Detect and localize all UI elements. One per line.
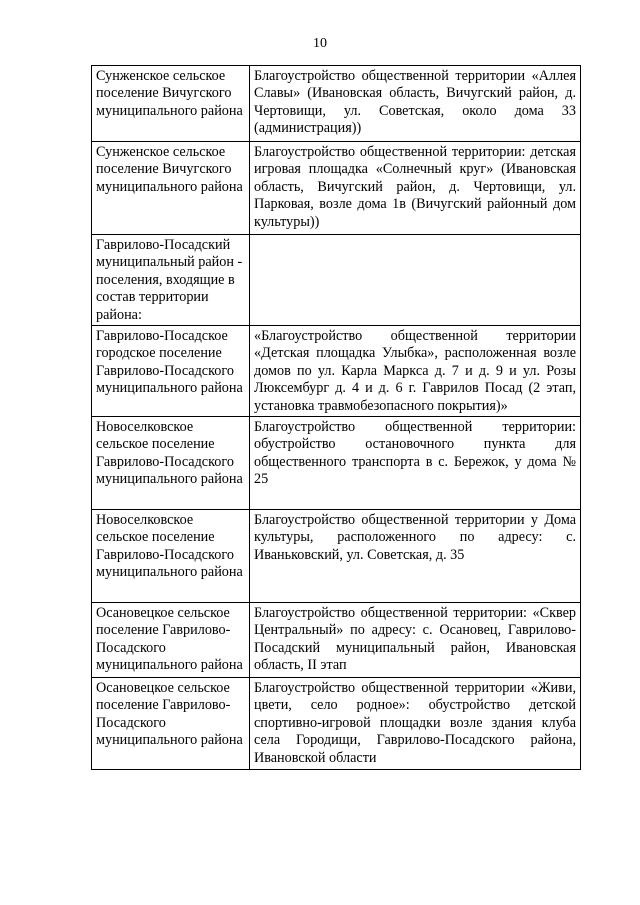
table-row	[92, 417, 581, 510]
settlement-cell: Новоселковское сельское поселение Гаврилово-Посадского муниципального района	[92, 417, 250, 510]
projects-table	[91, 65, 581, 770]
settlement-cell: Гаврилово-Посадское городское поселение Гаврилово-Посадского муниципального района	[92, 326, 250, 417]
settlement-cell: Осановецкое сельское поселение Гаврилово-Посадского муниципального района	[92, 603, 250, 678]
project-description-cell: Благоустройство общественной территории «Аллея Славы» (Ивановская область, Вичугский район, д. Чертовищи, ул. Советская, около дома 33 (администрация))	[250, 66, 581, 142]
table-row	[92, 510, 581, 603]
project-description-cell: Благоустройство общественной территории «Живи, цвети, село родное»: обустройство детской спортивно-игровой площадки возле здания клуба села Городищи, Гаврилово-Посадского района, Ивановской области	[250, 678, 581, 770]
table-row	[92, 678, 581, 770]
project-description-cell: Благоустройство общественной территории: обустройство остановочного пункта для общественного транспорта в с. Бережок, у дома № 25	[250, 417, 581, 510]
table-row	[92, 603, 581, 678]
page-number: 10	[313, 36, 327, 51]
project-description-cell	[250, 235, 581, 326]
district-heading-cell: Гаврилово-Посадский муниципальный район - поселения, входящие в состав территории района:	[92, 235, 250, 326]
table-row	[92, 235, 581, 326]
settlement-cell: Сунженское сельское поселение Вичугского муниципального района	[92, 142, 250, 235]
project-description-cell: Благоустройство общественной территории: детская игровая площадка «Солнечный круг» (Ивановская область, Вичугский район, д. Чертовищи, ул. Парковая, возле дома 1в (Вичугский районный дом культуры))	[250, 142, 581, 235]
settlement-cell: Осановецкое сельское поселение Гаврилово-Посадского муниципального района	[92, 678, 250, 770]
table-row	[92, 326, 581, 417]
project-description-cell: «Благоустройство общественной территории «Детская площадка Улыбка», расположенная возле домов по ул. Карла Маркса д. 7 и д. 9 и ул. Розы Люксембург д. 4 и д. 6 г. Гаврилов Посад (2 этап, установка травмобезопасного покрытия)»	[250, 326, 581, 417]
table-row	[92, 66, 581, 142]
table-row	[92, 142, 581, 235]
project-description-cell: Благоустройство общественной территории: «Сквер Центральный» по адресу: с. Осановец, Гаврилово-Посадский муниципальный район, Ивановская область, II этап	[250, 603, 581, 678]
project-description-cell: Благоустройство общественной территории у Дома культуры, расположенного по адресу: с. Иваньковский, ул. Советская, д. 35	[250, 510, 581, 603]
settlement-cell: Новоселковское сельское поселение Гаврилово-Посадского муниципального района	[92, 510, 250, 603]
settlement-cell: Сунженское сельское поселение Вичугского муниципального района	[92, 66, 250, 142]
